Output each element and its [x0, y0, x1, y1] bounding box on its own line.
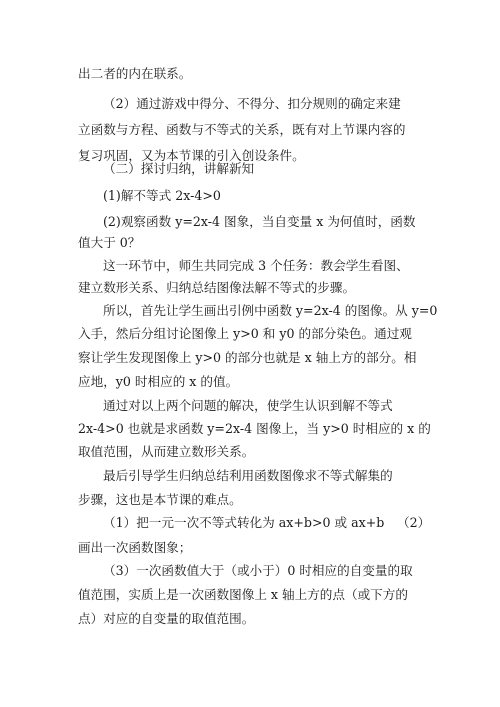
- text-line: 取值范围，从而建立数形关系。: [78, 444, 255, 459]
- text-line: 所以，首先让学生画出引例中函数 y=2x-4 的图像。从 y=0: [103, 303, 438, 318]
- text-line: 立函数与方程、函数与不等式的关系，既有对上节课内容的: [78, 122, 406, 137]
- section-heading: （二）探讨归纳，讲解新知: [103, 161, 255, 176]
- text-line: 应地，y0 时相应的 x 的值。: [78, 374, 239, 389]
- text-line: 画出一次函数图象；: [78, 540, 192, 555]
- text-line: 最后引导学生归纳总结利用函数图像求不等式解集的: [103, 468, 393, 483]
- text-line: 这一环节中，师生共同完成 3 个任务：教会学生看图、: [103, 258, 409, 273]
- text-line: (1)解不等式 2x-4>0: [103, 188, 221, 203]
- text-line: （3）一次函数值大于（或小于）0 时相应的自变量的取: [103, 563, 413, 578]
- text-line: 入手，然后分组讨论图像上 y>0 和 y0 的部分染色。通过观: [78, 326, 412, 341]
- text-line: （2）: [397, 515, 431, 530]
- text-line: （2）通过游戏中得分、不得分、扣分规则的确定来建: [103, 96, 401, 111]
- text-line: 建立数形关系、归纳总结图像法解不等式的步骤。: [78, 280, 356, 295]
- text-line: 通过对以上两个问题的解决，使学生认识到解不等式: [103, 398, 393, 413]
- text-line: 复习巩固，又为本节课的引入创设条件。: [78, 148, 305, 163]
- text-line: 2x-4>0 也就是求函数 y=2x-4 图像上，当 y>0 时相应的 x 的: [78, 421, 431, 436]
- text-line: 点）对应的自变量的取值范围。: [78, 611, 255, 626]
- text-line: （1）把一元一次不等式转化为 ax+b>0 或 ax+b: [103, 515, 385, 530]
- text-line: 值大于 0？: [78, 235, 141, 250]
- text-line: 察让学生发现图像上 y>0 的部分也就是 x 轴上方的部分。相: [78, 350, 417, 365]
- text-line: 步骤，这也是本节课的难点。: [78, 492, 242, 507]
- text-line: (2)观察函数 y=2x-4 图象，当自变量 x 为何值时，函数: [103, 214, 416, 229]
- text-line: 出二者的内在联系。: [78, 66, 192, 81]
- text-line: 值范围，实质上是一次函数图像上 x 轴上方的点（或下方的: [78, 587, 408, 602]
